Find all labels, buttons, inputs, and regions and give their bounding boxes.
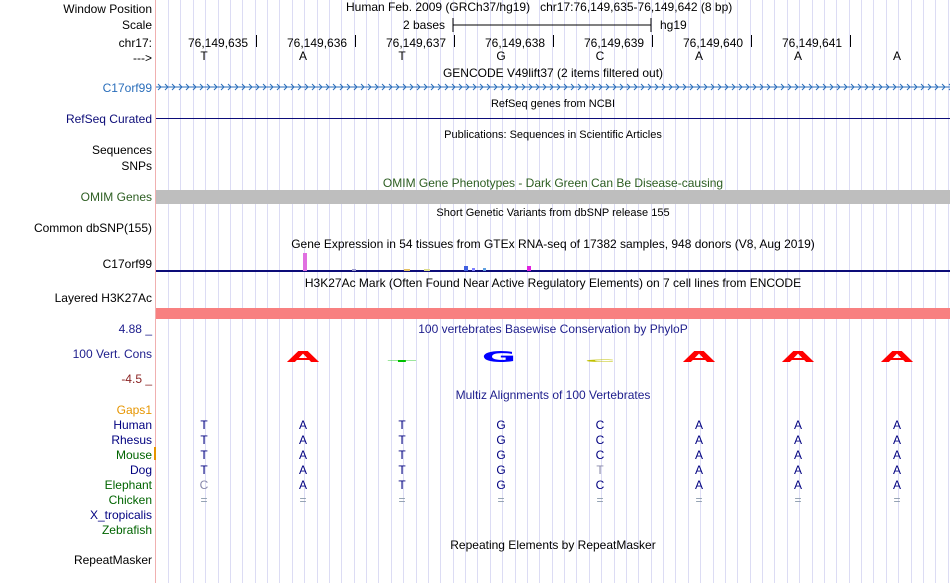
alignment-base: A [892, 463, 901, 477]
alignment-base: T [398, 478, 406, 492]
alignment-base: T [398, 433, 406, 447]
alignment-base: A [793, 463, 802, 477]
alignment-base: A [793, 478, 802, 492]
gencode-track-title: GENCODE V49lift37 (2 items filtered out) [442, 66, 664, 80]
alignment-base: = [596, 493, 604, 507]
ruler-tick [355, 35, 356, 47]
alignment-base: T [200, 418, 208, 432]
alignment-base: A [298, 463, 307, 477]
alignment-base: A [793, 433, 802, 447]
scale-text: 2 bases [403, 18, 446, 32]
reference-base: A [298, 49, 307, 63]
conservation-logo-letter: A [682, 348, 716, 366]
alignment-base: G [496, 463, 506, 477]
alignment-base: T [200, 463, 208, 477]
refseq-track-title: RefSeq genes from NCBI [490, 98, 616, 110]
alignment-base: A [694, 478, 703, 492]
conservation-logo[interactable] [156, 340, 950, 370]
alignment-base: G [496, 448, 506, 462]
gap-marker [154, 447, 156, 460]
alignment-base: = [893, 493, 901, 507]
reference-base: C [595, 49, 605, 63]
alignment-base: A [892, 448, 901, 462]
reference-base: T [200, 49, 208, 63]
reference-base: G [496, 49, 506, 63]
gaps-label-text: Gaps [116, 403, 146, 417]
alignment-base: = [695, 493, 703, 507]
ruler-tick [553, 35, 554, 47]
conservation-max-label: 4.88 _ [118, 322, 152, 336]
scale-bar [452, 16, 652, 34]
ruler-coordinate: 76,149,638 [485, 36, 546, 50]
alignment-base: A [694, 418, 703, 432]
alignment-base: A [892, 433, 901, 447]
gtex-expression-plot[interactable] [156, 250, 950, 274]
species-label[interactable]: Zebrafish [101, 523, 152, 537]
alignment-base: C [199, 478, 209, 492]
alignment-base: G [496, 433, 506, 447]
ruler-tick [256, 35, 257, 47]
ruler-tick [850, 35, 851, 47]
omim-gene-bar[interactable] [156, 190, 950, 204]
conservation-min-label: -4.5 _ [121, 372, 152, 386]
alignment-base: T [200, 448, 208, 462]
alignment-base: A [793, 418, 802, 432]
species-label[interactable]: Dog [129, 463, 152, 477]
alignment-base: A [892, 478, 901, 492]
gencode-gene-feature[interactable] [156, 82, 950, 92]
browser-track-image[interactable] [156, 0, 950, 583]
alignment-base: A [298, 418, 307, 432]
alignment-base: G [496, 478, 506, 492]
reference-base: A [694, 49, 703, 63]
alignment-base: A [694, 448, 703, 462]
assembly-name: Human Feb. 2009 (GRCh37/hg19) [346, 0, 531, 14]
conservation-track-label[interactable]: 100 Vert. Cons [72, 347, 152, 361]
alignment-base: = [794, 493, 802, 507]
alignment-base: = [299, 493, 307, 507]
ruler-coordinate: 76,149,636 [287, 36, 348, 50]
scale-label: Scale [121, 18, 152, 32]
species-label[interactable]: X_tropicalis [89, 508, 152, 522]
refseq-track-label[interactable]: RefSeq Curated [65, 112, 152, 126]
refseq-gene-feature[interactable] [156, 118, 950, 119]
alignment-base: T [398, 418, 406, 432]
gaps-count: 1 [145, 403, 152, 417]
species-label[interactable]: Elephant [104, 478, 152, 492]
alignment-base: C [595, 433, 605, 447]
conservation-logo-letter: C [584, 358, 616, 364]
species-label[interactable]: Mouse [115, 448, 152, 462]
ruler-tick [652, 35, 653, 47]
scale-db-text: hg19 [660, 18, 687, 32]
h3k27ac-track-title: H3K27Ac Mark (Often Found Near Active Regulatory Elements) on 7 cell lines from ENCODE [304, 276, 802, 290]
strand-arrow-label: ---> [133, 51, 152, 65]
conservation-logo-letter: T [387, 359, 417, 363]
dbsnp-track-title: Short Genetic Variants from dbSNP release 155 [436, 207, 670, 219]
alignment-base: = [398, 493, 406, 507]
gaps-label [117, 403, 152, 417]
alignment-base: C [595, 448, 605, 462]
alignment-base: T [200, 433, 208, 447]
alignment-base: A [298, 433, 307, 447]
window-position-text [346, 0, 732, 14]
alignment-base: C [595, 478, 605, 492]
sequences-track-label[interactable]: Sequences [91, 143, 152, 157]
conservation-logo-letter: G [481, 348, 517, 366]
alignment-base: = [200, 493, 208, 507]
species-label[interactable]: Rhesus [111, 433, 152, 447]
ruler-coordinate: 76,149,637 [386, 36, 447, 50]
ruler-coordinate: 76,149,635 [188, 36, 249, 50]
repeatmasker-track-title: Repeating Elements by RepeatMasker [450, 538, 656, 552]
h3k27ac-signal-bar[interactable] [156, 308, 950, 319]
conservation-logo-letter: A [286, 348, 320, 366]
ruler-tick [454, 35, 455, 47]
phylop-track-title: 100 vertebrates Basewise Conservation by PhyloP [418, 322, 688, 336]
alignment-base: G [496, 418, 506, 432]
omim-track-label[interactable]: OMIM Genes [80, 190, 152, 204]
species-label[interactable]: Human [113, 418, 152, 432]
multiz-track-title: Multiz Alignments of 100 Vertebrates [455, 388, 651, 402]
alignment-base: T [398, 463, 406, 477]
snps-track-label[interactable]: SNPs [121, 159, 152, 173]
genomic-position: chr17:76,149,635-76,149,642 (8 bp) [540, 0, 733, 14]
gencode-track-label[interactable]: C17orf99 [102, 81, 152, 95]
h3k27ac-track-label[interactable]: Layered H3K27Ac [54, 291, 152, 305]
alignment-base: A [793, 448, 802, 462]
track-labels-panel [0, 0, 155, 583]
alignment-base: T [596, 463, 604, 477]
ruler-coordinate: 76,149,639 [584, 36, 645, 50]
gtex-track-title: Gene Expression in 54 tissues from GTEx RNA-seq of 17382 samples, 948 donors (V8, Aug 2019) [291, 237, 815, 251]
window-position-label: Window Position [63, 2, 152, 16]
ruler-tick [751, 35, 752, 47]
species-label[interactable]: Chicken [108, 493, 152, 507]
alignment-base: A [298, 448, 307, 462]
alignment-base: A [694, 433, 703, 447]
alignment-base: A [892, 418, 901, 432]
alignment-base: A [694, 463, 703, 477]
alignment-base: = [497, 493, 505, 507]
alignment-base: A [298, 478, 307, 492]
alignment-base: C [595, 418, 605, 432]
omim-track-title: OMIM Gene Phenotypes - Dark Green Can Be Disease-causing [382, 176, 724, 190]
conservation-logo-letter: A [781, 348, 815, 366]
ruler-coordinate: 76,149,640 [683, 36, 744, 50]
ruler-coordinate: 76,149,641 [782, 36, 843, 50]
publications-track-title: Publications: Sequences in Scientific Articles [444, 129, 662, 141]
conservation-logo-letter: A [880, 348, 914, 366]
repeatmasker-track-label[interactable]: RepeatMasker [73, 553, 152, 567]
reference-base: A [892, 49, 901, 63]
alignment-base: T [398, 448, 406, 462]
gtex-track-label[interactable]: C17orf99 [102, 257, 152, 271]
reference-base: T [398, 49, 406, 63]
reference-base: A [793, 49, 802, 63]
chromosome-label: chr17: [118, 36, 152, 50]
dbsnp-track-label[interactable]: Common dbSNP(155) [33, 221, 152, 235]
